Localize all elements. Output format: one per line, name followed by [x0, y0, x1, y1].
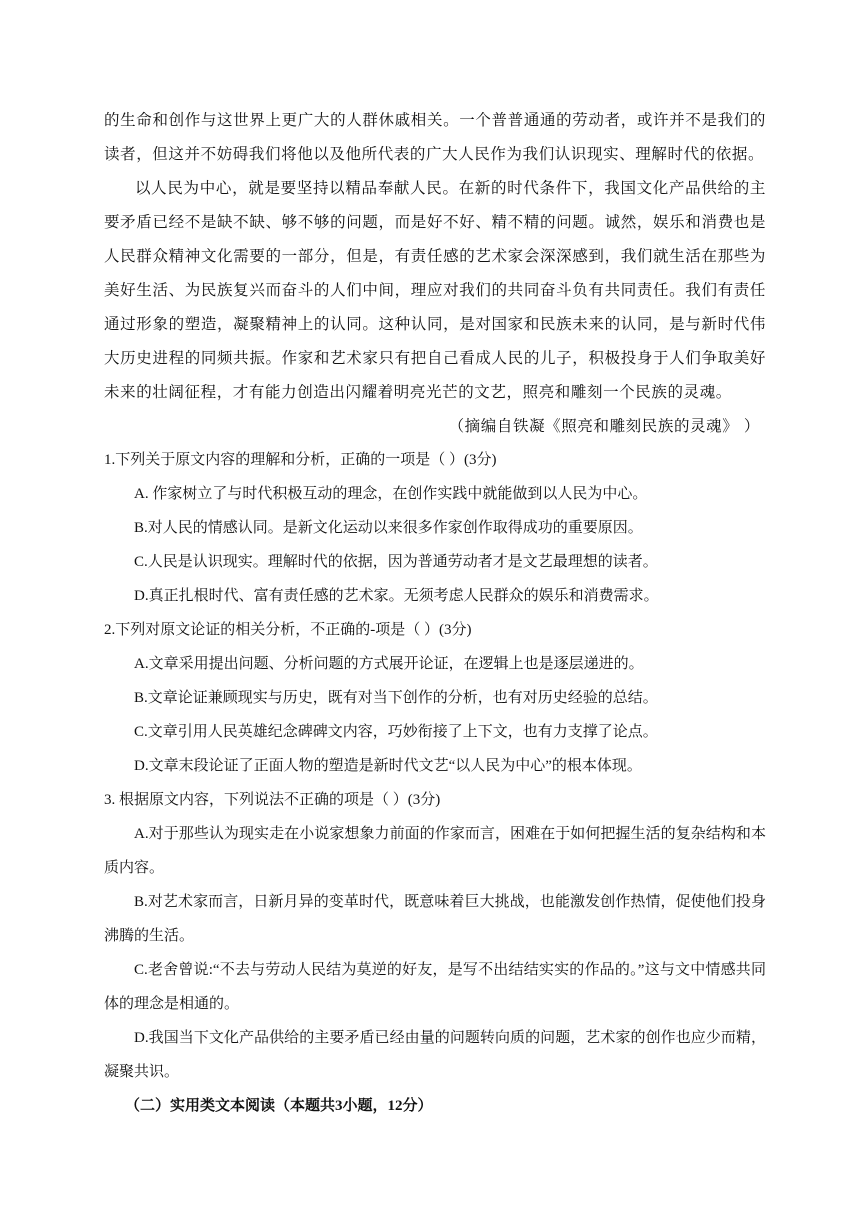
question-3: [104, 783, 766, 1089]
passage-paragraph-2: 以人民为中心，就是要坚持以精品奉献人民。在新的时代条件下，我国文化产品供给的主要矛盾已经不是缺不缺、够不够的问题，而是好不好、精不精的问题。诚然，娱乐和消费也是人民群众精神文化需要的一部分，但是，有责任感的艺术家会深深感到，我们就生活在那些为美好生活、为民族复兴而奋斗的人们中间，理应对我们的共同奋斗负有共同责任。我们有责任通过形象的塑造，凝聚精神上的认同。这种认同，是对国家和民族未来的认同，是与新时代伟大历史进程的同频共振。作家和艺术家只有把自己看成人民的儿子，积极投身于人们争取美好未来的壮阔征程，才有能力创造出闪耀着明亮光芒的文艺，照亮和雕刻一个民族的灵魂。: [104, 179, 766, 401]
exam-page: [104, 103, 766, 1123]
option-b: B.对人民的情感认同。是新文化运动以来很多作家创作取得成功的重要原因。: [134, 520, 643, 536]
question-stem: 2.下列对原文论证的相关分析，不正确的-项是（ ）(3分): [104, 622, 472, 638]
option-a: A.文章采用提出问题、分析问题的方式展开论证，在逻辑上也是逐层递进的。: [134, 656, 644, 672]
question-stem: 1.下列关于原文内容的理解和分析，正确的一项是（ ）(3分): [104, 452, 497, 468]
option-d: D.真正扎根时代、富有责任感的艺术家。无须考虑人民群众的娱乐和消费需求。: [134, 588, 659, 604]
option-b: B.文章论证兼顾现实与历史，既有对当下创作的分析，也有对历史经验的总结。: [134, 690, 658, 706]
option-b: B.对艺术家而言，日新月异的变革时代，既意味着巨大挑战，也能激发创作热情，促使他们投身沸腾的生活。: [104, 894, 766, 944]
question-1: [104, 443, 766, 613]
question-2: [104, 613, 766, 783]
option-d: D.我国当下文化产品供给的主要矛盾已经由量的问题转向质的问题，艺术家的创作也应少而精，凝聚共识。: [104, 1030, 766, 1080]
option-c: C.人民是认识现实。理解时代的依据，因为普通劳动者才是文艺最理想的读者。: [134, 554, 658, 570]
option-a: A.对于那些认为现实走在小说家想象力前面的作家而言，困难在于如何把握生活的复杂结构和本质内容。: [104, 826, 766, 876]
section-heading: （二）实用类文本阅读（本题共3小题，12分）: [125, 1098, 433, 1114]
option-a: A. 作家树立了与时代积极互动的理念，在创作实践中就能做到以人民为中心。: [134, 486, 648, 502]
passage-paragraph-1: 的生命和创作与这世界上更广大的人群休戚相关。一个普普通通的劳动者，或许并不是我们的读者，但这并不妨碍我们将他以及他所代表的广大人民作为我们认识现实、理解时代的依据。: [104, 111, 766, 163]
question-stem: 3. 根据原文内容，下列说法不正确的项是（ ）(3分): [104, 792, 441, 808]
option-d: D.文章末段论证了正面人物的塑造是新时代文艺“以人民为中心”的根本体现。: [134, 758, 642, 774]
option-c: C.文章引用人民英雄纪念碑碑文内容，巧妙衔接了上下文，也有力支撑了论点。: [134, 724, 658, 740]
passage-source: （摘编自铁凝《照亮和雕刻民族的灵魂》 ）: [448, 417, 760, 435]
option-c: C.老舍曾说:“不去与劳动人民结为莫逆的好友，是写不出结结实实的作品的。”这与文中情感共同体的理念是相通的。: [104, 962, 766, 1012]
